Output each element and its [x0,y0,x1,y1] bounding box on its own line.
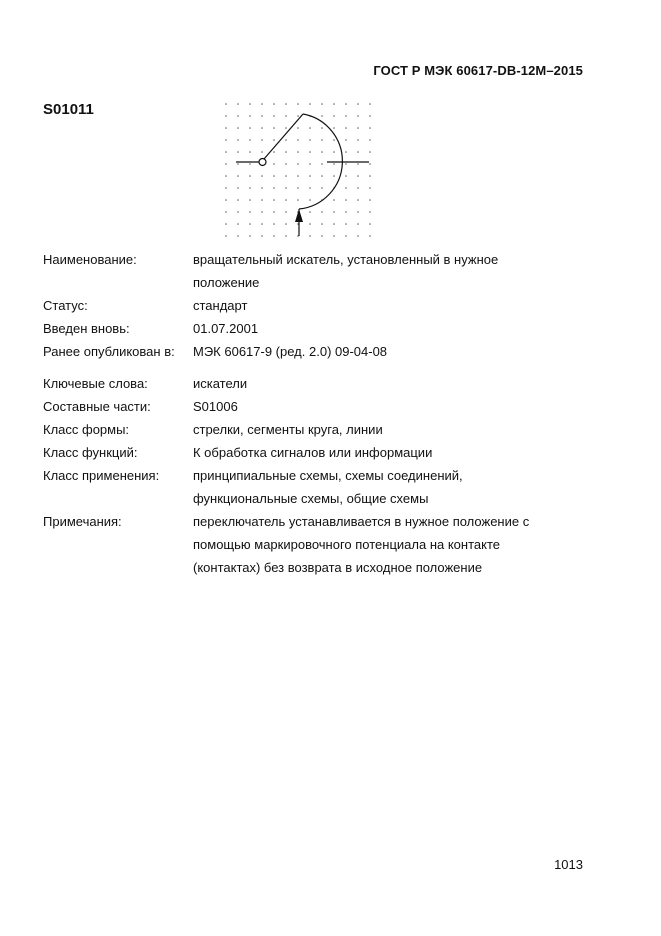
field-value: помощью маркировочного потенциала на контакте [193,537,500,552]
grid-dot [225,199,227,201]
grid-dot [369,115,371,117]
grid-dot [273,115,275,117]
grid-dot [225,103,227,105]
grid-dot [285,103,287,105]
grid-dot [273,187,275,189]
grid-dot [333,223,335,225]
grid-dot [357,187,359,189]
grid-dot [309,211,311,213]
grid-dot [345,187,347,189]
field-label: Введен вновь: [43,321,130,336]
field-label: Примечания: [43,514,122,529]
grid-dot [261,211,263,213]
grid-dot [345,103,347,105]
grid-dot [357,151,359,153]
grid-dot [285,187,287,189]
grid-dot [261,175,263,177]
grid-dot [357,103,359,105]
grid-dot [309,235,311,237]
grid-dot [273,211,275,213]
grid-dot [237,127,239,129]
grid-dot [261,139,263,141]
grid-dot [345,139,347,141]
grid-dot [285,127,287,129]
grid-dot [285,115,287,117]
grid-dot [249,127,251,129]
grid-dot [309,151,311,153]
field-value: искатели [193,376,248,391]
grid-dot [357,139,359,141]
grid-dot [249,211,251,213]
grid-dot [273,151,275,153]
grid-dot [309,175,311,177]
grid-dot [273,235,275,237]
grid-dot [261,187,263,189]
grid-dot [357,223,359,225]
grid-dot [237,223,239,225]
grid-dot [273,199,275,201]
grid-dot [333,151,335,153]
grid-dot [333,115,335,117]
field-value: S01006 [193,399,238,414]
grid-dot [333,199,335,201]
grid-dot [261,127,263,129]
grid-dot [237,139,239,141]
grid-dot [285,151,287,153]
field-label: Класс применения: [43,468,160,483]
field-value: переключатель устанавливается в нужное положение с [193,514,530,529]
grid-dot [357,199,359,201]
grid-dot [237,187,239,189]
grid-dot [345,235,347,237]
grid-dot [369,175,371,177]
grid-dot [333,103,335,105]
field-value: 01.07.2001 [193,321,259,336]
pivot-circle [259,159,266,166]
grid-dot [357,175,359,177]
grid-dot [369,163,371,165]
grid-dot [333,211,335,213]
grid-dot [237,235,239,237]
grid-dot [237,199,239,201]
grid-dot [297,163,299,165]
grid-dot [321,103,323,105]
grid-dot [321,127,323,129]
grid-dot [297,199,299,201]
grid-dot [225,211,227,213]
grid-dot [357,163,359,165]
field-label: Класс функций: [43,445,138,460]
grid-dot [249,199,251,201]
grid-dot [249,187,251,189]
document-header: ГОСТ Р МЭК 60617-DB-12M–2015 [373,63,583,78]
grid-dot [225,127,227,129]
grid-dot [285,211,287,213]
grid-dot [237,175,239,177]
grid-dot [369,223,371,225]
grid-dot [225,139,227,141]
grid-dot [357,115,359,117]
field-label: Ранее опубликован в: [43,344,175,359]
grid-dot [357,211,359,213]
grid-dot [225,223,227,225]
grid-dot [333,235,335,237]
grid-dot [261,199,263,201]
grid-dot [297,187,299,189]
grid-dot [225,187,227,189]
field-label: Наименование: [43,252,137,267]
grid-dot [345,223,347,225]
grid-dot [309,127,311,129]
grid-dot [237,115,239,117]
grid-dot [321,223,323,225]
grid-dot [225,175,227,177]
grid-dot [249,139,251,141]
grid-dot [321,175,323,177]
grid-dot [309,187,311,189]
field-value: принципиальные схемы, схемы соединений, [193,468,463,483]
grid-dot [345,163,347,165]
grid-dot [237,151,239,153]
grid-dot [261,151,263,153]
symbol-drawing [236,114,369,236]
field-value: К обработка сигналов или информации [193,445,433,460]
grid-dot [297,151,299,153]
grid-dot [249,151,251,153]
grid-dot [237,211,239,213]
grid-dot [321,151,323,153]
grid-dot [309,103,311,105]
grid-dot [333,163,335,165]
grid-dot [273,139,275,141]
grid-dot [369,151,371,153]
arrow-head-icon [295,209,303,222]
field-value: положение [193,275,260,290]
symbol-code: S01011 [43,101,94,118]
field-value: вращательный искатель, установленный в нужное [193,252,499,267]
grid-dot [369,211,371,213]
grid-dot [285,175,287,177]
grid-dot [285,199,287,201]
grid-dot [321,163,323,165]
grid-dot [297,103,299,105]
grid-dot [369,103,371,105]
field-label: Составные части: [43,399,151,414]
grid-dot [249,175,251,177]
grid-dot [249,103,251,105]
grid-dot [237,103,239,105]
grid-dot [261,235,263,237]
grid-dot [273,175,275,177]
grid-dot [369,127,371,129]
grid-dot [321,115,323,117]
field-label: Статус: [43,298,88,313]
field-label: Класс формы: [43,422,130,437]
grid-dot [297,115,299,117]
grid-dot [285,223,287,225]
grid-dot [297,175,299,177]
grid-dot [369,235,371,237]
grid-dot [345,115,347,117]
grid-dot [321,235,323,237]
field-value: стрелки, сегменты круга, линии [193,422,383,437]
grid-dot [225,151,227,153]
grid-dot [249,163,251,165]
grid-dot [249,223,251,225]
grid-dot [309,163,311,165]
grid-dot [345,175,347,177]
grid-dot [369,187,371,189]
grid-dot [345,127,347,129]
grid-dot [369,139,371,141]
rotary-selector-symbol [221,98,381,248]
grid-dot [309,199,311,201]
grid-dot [333,127,335,129]
grid-dot [261,223,263,225]
grid-dot [357,235,359,237]
grid-dot [333,139,335,141]
grid-dot [369,199,371,201]
field-value: МЭК 60617-9 (ред. 2.0) 09-04-08 [193,344,388,359]
grid-dot [285,139,287,141]
grid-dot [237,163,239,165]
page-number: 1013 [554,857,583,872]
grid-dot [225,115,227,117]
grid-dot [345,199,347,201]
grid-dot [321,139,323,141]
field-value: (контактах) без возврата в исходное положение [193,560,483,575]
grid-dot [261,103,263,105]
grid-dot [297,139,299,141]
grid-dot [357,127,359,129]
wiper-line [264,114,303,159]
grid-dot [345,211,347,213]
grid-dot [261,115,263,117]
grid-dot [273,223,275,225]
grid-dot [285,235,287,237]
grid-dot [285,163,287,165]
grid-dot [333,175,335,177]
grid-dot [225,163,227,165]
grid-dot [309,139,311,141]
grid-dot [345,151,347,153]
grid-dot [321,187,323,189]
grid-dot [273,163,275,165]
grid-dot [297,127,299,129]
grid-dot [225,235,227,237]
field-value: функциональные схемы, общие схемы [193,491,429,506]
grid-dot [273,127,275,129]
field-value: стандарт [193,298,248,313]
grid-dot [273,103,275,105]
grid-dot [309,223,311,225]
grid-dot [321,211,323,213]
grid-dot [249,115,251,117]
field-label: Ключевые слова: [43,376,148,391]
grid-dot [249,235,251,237]
